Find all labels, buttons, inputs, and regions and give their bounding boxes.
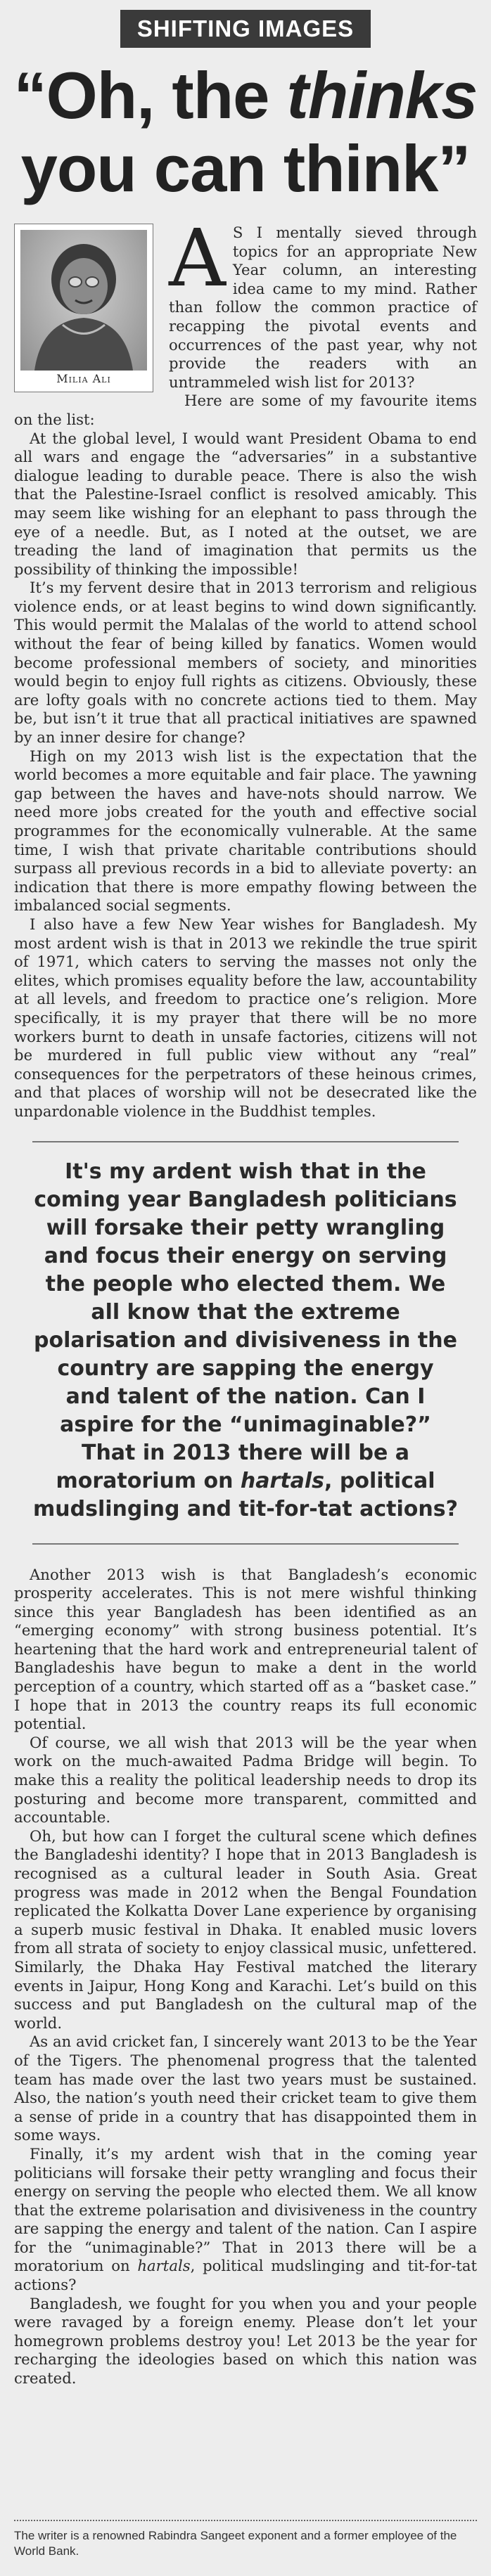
body-paragraph: At the global level, I would want President Obama to end all wars and engage the “adversaries” in a substantive dialogue leading to durable peace. There is also the wish that the Palestine-Israel conflict is resolved amicably. This may seem like wishing for an elephant to pass through the eye of a needle. But, as I noted at the outset, we are treading the land of imagination that permits us the possibility of thinking the impossible! [14,429,477,578]
pullquote-text: It's my ardent wish that in the coming year Bangladesh politicians will forsake their petty wrangling and focus their energy on serving the people who elected them. We all know that the extreme polarisation and divisiveness in the country are sapping the energy and talent of the nation. Can I aspire for the “unimaginable?” That in 2013 there will be a moratorium on [34,1159,457,1493]
lead-paragraph: S I mentally sieved through topics for an appropriate New Year column, an interesting idea came to my mind. Rather than follow the common practice of recapping the pivotal events and occurrences of the past year, why not provide the readers with an untrammeled wish list for 2013? [169,224,477,391]
lead-section [14,213,477,392]
article-headline [7,59,484,205]
body-paragraph: Another 2013 wish is that Bangladesh’s economic prosperity accelerates. This is not mere wishful thinking since this year Bangladesh has been identified as an “emerging economy” with strong business potential. It’s heartening that the hard work and entrepreneurial talent of Bangladeshis have begun to make a dent in the world perception of a country, which started off as a “basket case.” I hope that in 2013 the country reaps its full economic potential. [14,1565,477,1733]
finally-paragraph [14,2145,477,2295]
body-paragraph: High on my 2013 wish list is the expectation that the world becomes a more equitable and fair place. The yawning gap between the haves and have-nots should narrow. We need more jobs created for the youth and effective social programmes for the economically vulnerable. At the same time, I wish that private charitable contributions should surpass all previous records in a bid to alleviate poverty: an indication that there is more empathy flowing between the imbalanced social segments. [14,747,477,915]
drop-cap: A [169,213,226,304]
body-paragraph: Here are some of my favourite items on the list: [14,392,477,428]
author-caption: Milia Ali [56,372,111,386]
pullquote-italic: hartals [240,1468,325,1493]
finally-text-end: , political mudslinging and tit-for-tat actions? [14,2257,477,2294]
body-paragraph: I also have a few New Year wishes for Bangladesh. My most ardent wish is that in 2013 we rekindle the true spirit of 1971, which caters to serving the masses not only the elites, which promises equality before the law, accountability at all levels, and freedom to practice one’s religion. More specifically, it is my prayer that there will be no more workers burnt to death in unsafe factories, citizens will not be murdered in full public view without any “real” consequences for the perpetrators of these heinous crimes, and that places of worship will not be desecrated like the unpardonable violence in the Buddhist temples. [14,915,477,1120]
body-paragraph: It’s my fervent desire that in 2013 terrorism and religious violence ends, or at least begins to wind down significantly. This would permit the Malalas of the world to attend school without the fear of being killed by fanatics. Women would become professional members of society, and minorities would begin to enjoy full rights as citizens. Obviously, these are lofty goals with no concrete actions tied to them. May be, but isn’t it true that all practical initiatives are spawned by an inner desire for change? [14,579,477,747]
headline-part2: you can think” [20,131,471,205]
closing-paragraph: Bangladesh, we fought for you when you and your people were ravaged by a foreign enemy. Please don’t let your homegrown problems destroy you! Let 2013 be the year for recharging the ideologies based on which this nation was created. [14,2294,477,2388]
body-paragraph: As an avid cricket fan, I sincerely want 2013 to be the Year of the Tigers. The phenomenal progress that the talented team has made over the last two years must be sustained. Also, the nation’s youth need their cricket team to give them a sense of pride in a country that has disappointed them in some ways. [14,2033,477,2144]
section-kicker: SHIFTING IMAGES [120,10,371,48]
headline-part1: “Oh, the [13,58,287,132]
pullquote-text-end: , political mudslinging and tit-for-tat actions? [33,1468,458,1521]
pull-quote [32,1141,459,1545]
author-footnote: The writer is a renowned Rabindra Sangeet exponent and a former employee of the World Bank. [14,2520,477,2559]
author-photo [20,230,147,371]
body-paragraph: Oh, but how can I forget the cultural scene which defines the Bangladeshi identity? I hope that in 2013 Bangladesh is recognised as a cultural leader in South Asia. Great progress was made in 2012 when the Bengal Foundation replicated the Kolkatta Dover Lane experience by organising a superb music festival in Dhaka. It enabled music lovers from all strata of society to enjoy classical music, unfettered. Similarly, the Dhaka Hay Festival matched the literary events in Jaipur, Hong Kong and Karachi. Let’s build on this success and put Bangladesh on the cultural map of the world. [14,1827,477,2032]
body-paragraph: Of course, we all wish that 2013 will be the year when work on the much-awaited Padma Bridge will begin. To make this a reality the political leadership needs to drop its posturing and become more transparent, committed and accountable. [14,1733,477,1827]
headline-italic: thinks [286,58,478,132]
finally-italic: hartals [137,2257,191,2275]
author-photo-box [14,224,153,392]
kicker-wrap [0,0,491,48]
finally-text: Finally, it’s my ardent wish that in the coming year politicians will forsake their petty wrangling and focus their energy on serving the people who elected them. We all know that the extreme polarisation and divisiveness in the country are sapping the energy and talent of the nation. Can I aspire for the “unimaginable?” That in 2013 there will be a moratorium on [14,2144,477,2275]
article-body [0,213,491,2388]
